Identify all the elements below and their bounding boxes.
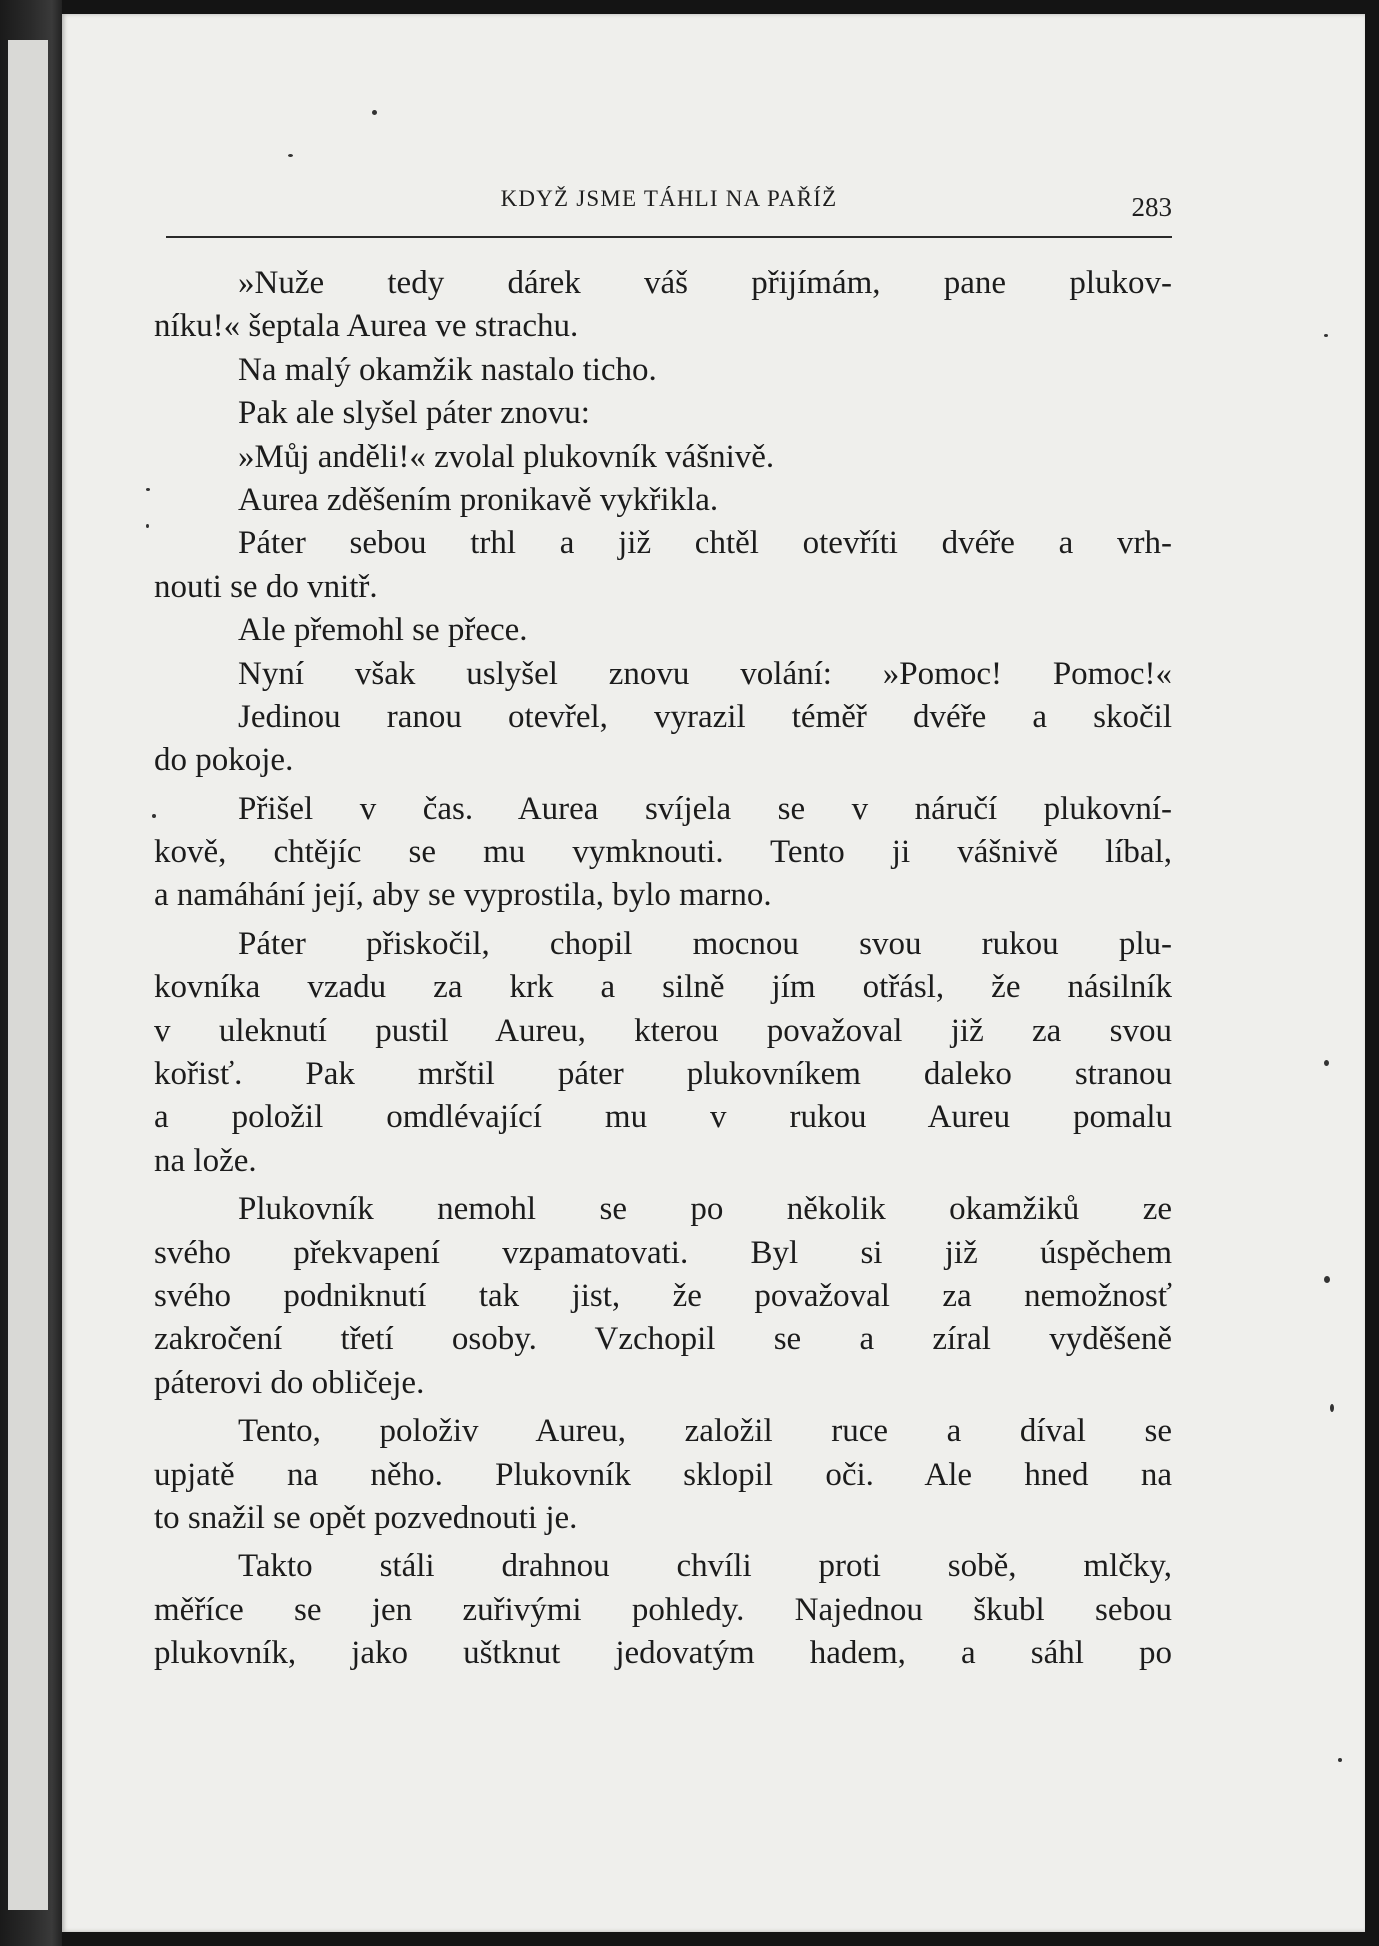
text-line: kovníka vzadu za krk a silně jím otřásl, že násilník <box>154 969 1172 1006</box>
text-line: Přišel v čas. Aurea svíjela se v náručí plukovní- <box>238 790 1172 827</box>
text-line: a namáhání její, aby se vyprostila, bylo marno. <box>154 877 772 914</box>
page-number: 283 <box>1131 192 1172 222</box>
text-line: Na malý okamžik nastalo ticho. <box>238 351 657 388</box>
text-line: Takto stáli drahnou chvíli proti sobě, mlčky, <box>238 1548 1172 1585</box>
text-line: »Nuže tedy dárek váš přijímám, pane plukov- <box>238 265 1172 301</box>
text-line: Ale přemohl se přece. <box>238 612 528 649</box>
text-line: to snažil se opět pozvednouti je. <box>154 1499 578 1536</box>
running-title: KDYŽ JSME TÁHLI NA PAŘÍŽ <box>500 186 838 211</box>
text-line: do pokoje. <box>154 742 294 779</box>
text-line: plukovník, jako uštknut jedovatým hadem, a sáhl po <box>154 1635 1172 1672</box>
body-text <box>154 262 1172 1676</box>
text-line: Tento, položiv Aureu, založil ruce a díval se <box>238 1413 1172 1450</box>
text-line: Jedinou ranou otevřel, vyrazil téměř dvéře a skočil <box>238 698 1172 735</box>
text-line: měříce se jen zuřivými pohledy. Najednou škubl sebou <box>154 1591 1172 1628</box>
text-line: »Můj anděli!« zvolal plukovník vášnivě. <box>238 438 775 475</box>
text-line: na lože. <box>154 1142 257 1179</box>
text-line: Aurea zděšením pronikavě vykřikla. <box>238 481 719 518</box>
text-line: v uleknutí pustil Aureu, kterou považoval již za svou <box>154 1012 1172 1049</box>
text-line: Páter přiskočil, chopil mocnou svou rukou plu- <box>238 925 1172 962</box>
text-line: kořisť. Pak mrštil páter plukovníkem daleko stranou <box>154 1056 1172 1093</box>
text-line: zakročení třetí osoby. Vzchopil se a zíral vyděšeně <box>154 1321 1172 1358</box>
text-line: Nyní však uslyšel znovu volání: »Pomoc! Pomoc!« <box>238 655 1172 692</box>
text-line: níku!« šeptala Aurea ve strachu. <box>154 308 579 345</box>
running-header <box>166 170 1172 238</box>
text-line: Páter sebou trhl a již chtěl otevříti dvéře a vrh- <box>238 525 1172 562</box>
text-line: kově, chtějíc se mu vymknouti. Tento ji vášnivě líbal, <box>154 834 1172 871</box>
text-line: Plukovník nemohl se po několik okamžiků ze <box>238 1191 1172 1228</box>
text-line: nouti se do vnitř. <box>154 568 378 605</box>
text-line: Pak ale slyšel páter znovu: <box>238 395 590 432</box>
text-line: upjatě na něho. Plukovník sklopil oči. Ale hned na <box>154 1456 1172 1493</box>
text-line: svého překvapení vzpamatovati. Byl si již úspěchem <box>154 1234 1172 1271</box>
text-line: a položil omdlévající mu v rukou Aureu pomalu <box>154 1099 1172 1136</box>
text-line: svého podniknutí tak jist, že považoval za nemožnosť <box>154 1277 1172 1314</box>
text-line: páterovi do obličeje. <box>154 1364 425 1401</box>
facing-page-edge <box>8 40 48 1910</box>
